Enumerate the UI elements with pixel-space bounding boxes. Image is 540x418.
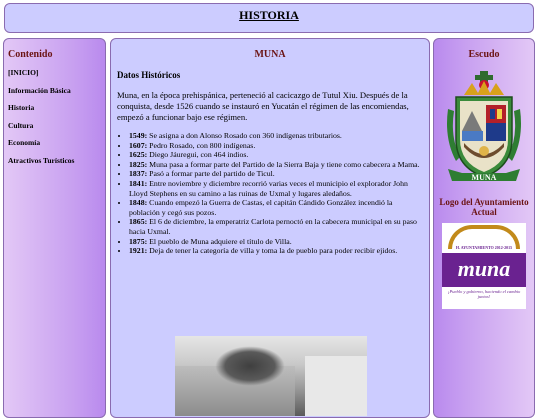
timeline-item — [129, 246, 423, 256]
nav-link-informacion-basica[interactable]: Información Básica — [8, 85, 71, 95]
logo-arch-text: H. AYUNTAMIENTO 2012-2015 — [455, 245, 513, 250]
main-content — [110, 38, 430, 418]
nav-link-atractivos-turisticos[interactable]: Atractivos Turísticos — [8, 155, 75, 165]
ayuntamiento-logo — [442, 223, 526, 309]
timeline-text: Pasó a formar parte del partido de Ticul. — [147, 169, 275, 179]
timeline-text: El 6 de diciembre, la emperatriz Carlota pernoctó en la cabecera municipal en su paso hacia Uxmal. — [129, 217, 417, 236]
timeline-year: 1607: — [129, 140, 148, 150]
nav-link-historia[interactable]: Historia — [8, 103, 35, 112]
timeline-text: Se asigna a don Alonso Rosado con 360 indígenas tributarios. — [147, 131, 342, 140]
timeline-item — [129, 150, 423, 160]
shield-title: Escudo — [468, 49, 500, 60]
timeline-list — [117, 131, 423, 256]
section-title: Datos Históricos — [117, 70, 181, 80]
timeline-text: Deja de tener la categoría de villa y toma la de pueblo para poder recibir ejidos. — [147, 246, 398, 256]
nav-link-economia[interactable]: Economía — [8, 138, 41, 147]
timeline-year: 1549: — [129, 131, 148, 140]
historic-photo — [175, 336, 367, 416]
intro-paragraph: Muna, en la época prehispánica, perteneció al cacicazgo de Tutul Xiu. Después de la conquista, desde 1526 cuando se instauró en Yucatán el régimen de las encomiendas, empezó a funcionar bajo ese régimen. — [117, 90, 409, 122]
timeline-text: Muna pasa a formar parte del Partido de la Sierra Baja y tiene como cabecera a Mama. — [147, 159, 420, 169]
timeline-text: Entre noviembre y diciembre recorrió varias veces el municipio el explorador John Lloyd Stephens en su camino a las ruinas de Uxmal y lugares aledaños. — [129, 178, 408, 198]
coat-of-arms-icon — [442, 69, 526, 189]
timeline-text: Diego Jáuregui, con 464 indios. — [147, 150, 249, 160]
timeline-year: 1921: — [129, 246, 148, 256]
timeline-year: 1848: — [129, 198, 148, 208]
photo-tree — [215, 346, 285, 386]
timeline-year: 1837: — [129, 169, 148, 179]
coat-of-arms — [442, 69, 526, 189]
timeline-text: Cuando empezó la Guerra de Castas, el capitán Cándido González incendió la población y cegó sus pozos. — [129, 198, 393, 217]
logo-word: muna — [457, 256, 511, 281]
logo-slogan: ¡Pueblo y gobierno, haciendo el cambio juntos! — [447, 289, 521, 299]
page-title: HISTORIA — [239, 8, 299, 22]
nav-link-cultura[interactable]: Cultura — [8, 120, 34, 130]
timeline-year: 1825: — [129, 159, 148, 169]
timeline-year: 1625: — [129, 150, 148, 160]
page-header — [4, 3, 534, 33]
sidebar-title: Contenido — [8, 49, 53, 60]
timeline-year: 1865: — [129, 217, 148, 227]
timeline-item — [129, 237, 423, 247]
timeline-item — [129, 160, 423, 170]
timeline-text: Pedro Rosado, con 800 indígenas. — [147, 140, 256, 150]
timeline-item — [129, 217, 423, 236]
timeline-item — [129, 169, 423, 179]
logo-caption: Logo del Ayuntamiento Actual — [439, 197, 529, 217]
left-sidebar — [3, 38, 106, 418]
main-title: MUNA — [254, 49, 286, 60]
right-sidebar — [433, 38, 535, 418]
photo-building — [305, 356, 367, 416]
timeline-item — [129, 198, 423, 217]
timeline-text: El pueblo de Muna adquiere el título de Villa. — [147, 236, 292, 246]
timeline-year: 1875: — [129, 236, 148, 246]
timeline-item — [129, 179, 423, 198]
timeline-year: 1841: — [129, 178, 148, 188]
nav-link-inicio[interactable]: [INICIO] — [8, 68, 39, 77]
timeline-item — [129, 131, 423, 141]
shield-ribbon-text: MUNA — [471, 173, 497, 182]
timeline-item — [129, 141, 423, 151]
